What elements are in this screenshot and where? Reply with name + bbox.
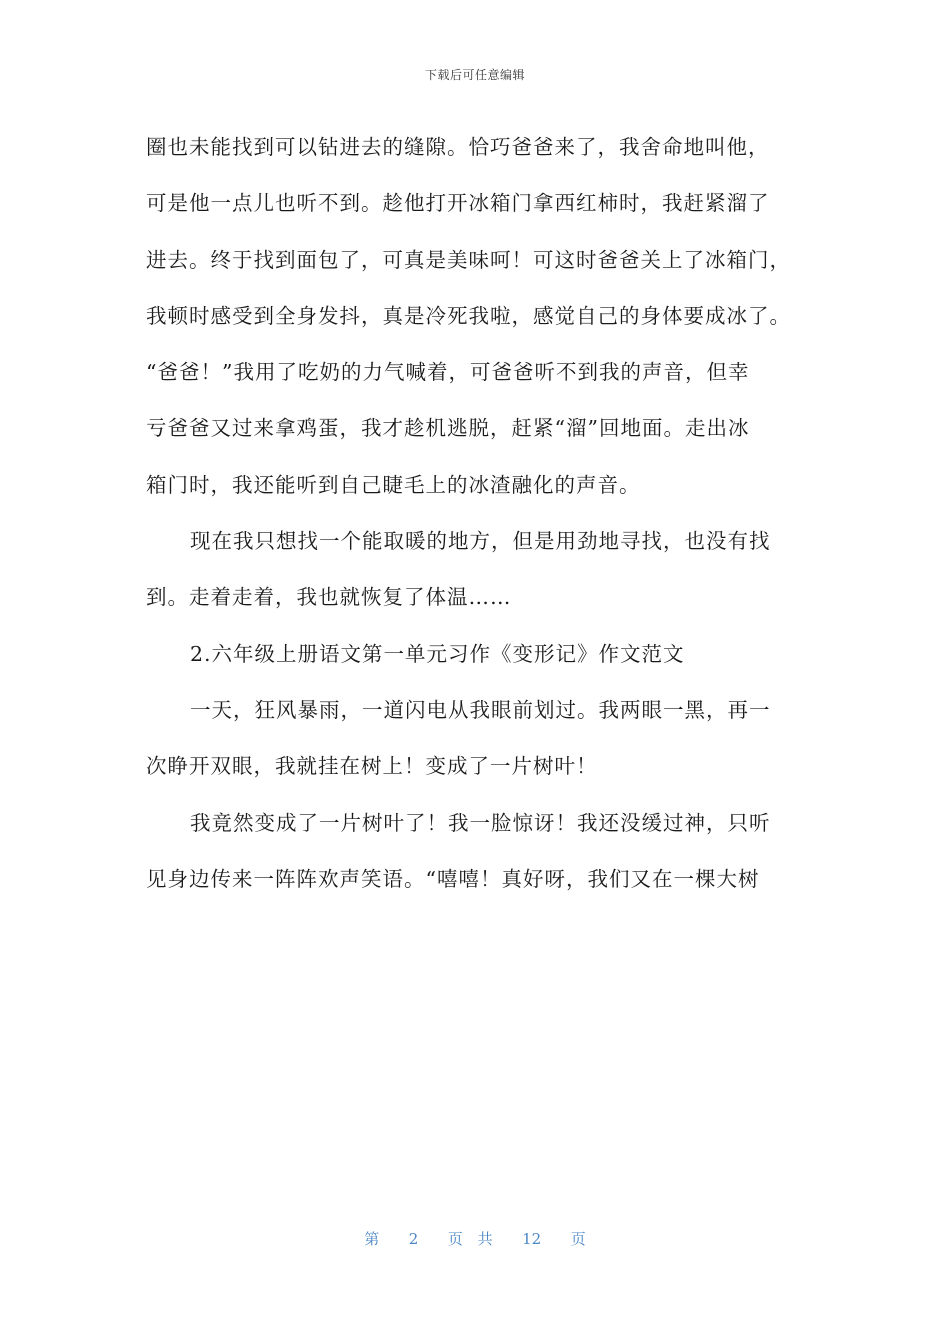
document-body (146, 124, 814, 912)
text-line: 圈也未能找到可以钻进去的缝隙。恰巧爸爸来了，我舍命地叫他， (146, 135, 770, 159)
text-line: 到。走着走着，我也就恢复了体温…… (146, 585, 512, 610)
page-number: 第 2 页 共 12 页 (364, 1230, 586, 1248)
text-line: 箱门时，我还能听到自己睫毛上的冰渣融化的声音。 (146, 472, 641, 497)
paragraph-start-line: 我竟然变成了一片树叶了！我一脸惊讶！我还没缓过神，只听 (190, 810, 771, 835)
text-line: 可是他一点儿也听不到。趁他打开冰箱门拿西红柿时，我赶紧溜了 (146, 191, 770, 216)
paragraph-start-line: 一天，狂风暴雨，一道闪电从我眼前划过。我两眼一黑，再一 (190, 697, 771, 722)
text-line: 次睁开双眼，我就挂在树上！变成了一片树叶！ (146, 754, 598, 779)
text-line: 见身边传来一阵阵欢声笑语。“嘻嘻！真好呀，我们又在一棵大树 (146, 866, 760, 891)
text-line: “爸爸！”我用了吃奶的力气喊着，可爸爸听不到我的声音，但幸 (146, 360, 750, 385)
text-line: 亏爸爸又过来拿鸡蛋，我才趁机逃脱，赶紧“溜”回地面。走出冰 (146, 416, 750, 441)
text-line: 我顿时感受到全身发抖，真是冷死我啦，感觉自己的身体要成冰了。 (146, 303, 791, 328)
paragraph-start-line: 现在我只想找一个能取暖的地方，但是用劲地寻找，也没有找 (190, 529, 771, 554)
section-heading: 2.六年级上册语文第一单元习作《变形记》作文范文 (190, 641, 685, 666)
header-note: 下载后可任意编辑 (424, 68, 525, 82)
text-line: 进去。终于找到面包了，可真是美味呵！可这时爸爸关上了冰箱门， (146, 247, 791, 272)
